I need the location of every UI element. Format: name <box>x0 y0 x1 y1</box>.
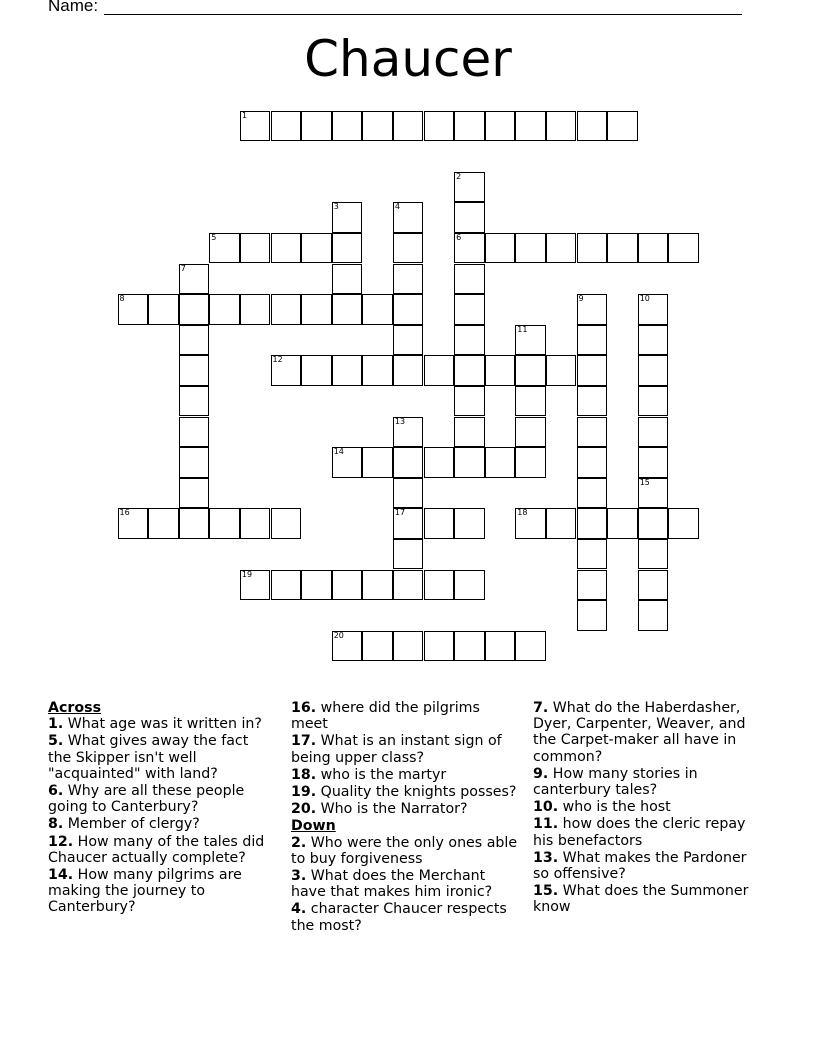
clue-number: 1. <box>48 716 64 733</box>
clue-number-label: 15 <box>639 477 650 487</box>
grid-cell[interactable] <box>577 417 608 448</box>
clue-number: 12. <box>48 833 74 850</box>
clue-number: 3. <box>291 868 307 885</box>
clue-number-label: 5 <box>211 232 217 242</box>
clue-number: 7. <box>533 700 549 716</box>
clue-item <box>533 799 758 815</box>
grid-cell[interactable] <box>301 111 332 142</box>
grid-cell[interactable] <box>271 111 302 142</box>
clue-item <box>291 835 519 867</box>
grid-cell[interactable] <box>179 447 210 478</box>
clue-number-label: 16 <box>119 508 130 518</box>
grid-cell[interactable] <box>515 325 546 356</box>
grid-cell[interactable] <box>454 417 485 448</box>
grid-cell[interactable] <box>362 294 393 325</box>
clue-number-label: 13 <box>394 416 406 426</box>
clue-number: 11. <box>533 816 559 833</box>
grid-cell[interactable] <box>638 417 669 448</box>
grid-cell[interactable] <box>393 111 424 142</box>
grid-cell[interactable] <box>515 386 546 417</box>
grid-cell[interactable] <box>301 355 332 386</box>
grid-cell[interactable] <box>577 386 608 417</box>
clue-item <box>291 784 519 800</box>
grid-cell[interactable] <box>638 294 669 325</box>
grid-cell[interactable] <box>638 478 669 509</box>
grid-cell[interactable] <box>393 202 424 233</box>
clue-item <box>48 816 273 832</box>
clue-item <box>291 868 519 900</box>
grid-cell[interactable] <box>209 294 240 325</box>
grid-cell[interactable] <box>332 631 363 662</box>
grid-cell[interactable] <box>454 202 485 233</box>
grid-cell[interactable] <box>454 294 485 325</box>
grid-cell[interactable] <box>240 294 271 325</box>
grid-cell[interactable] <box>515 111 546 142</box>
grid-cell[interactable] <box>179 417 210 448</box>
clue-number-label: 14 <box>333 447 344 457</box>
grid-cell[interactable] <box>454 386 485 417</box>
grid-cell[interactable] <box>546 508 577 539</box>
grid-cell[interactable] <box>454 325 485 356</box>
grid-cell[interactable] <box>485 355 516 386</box>
clue-number-label: 17 <box>394 508 406 518</box>
grid-cell[interactable] <box>515 508 546 539</box>
grid-cell[interactable] <box>393 264 424 295</box>
grid-cell[interactable] <box>179 325 210 356</box>
grid-cell[interactable] <box>393 325 424 356</box>
grid-cell[interactable] <box>454 631 485 662</box>
grid-cell[interactable] <box>424 570 455 601</box>
grid-cell[interactable] <box>454 355 485 386</box>
grid-cell[interactable] <box>546 233 577 264</box>
grid-cell[interactable] <box>148 508 179 539</box>
clue-text: where did the pilgrims meet <box>291 700 480 733</box>
grid-cell[interactable] <box>485 631 516 662</box>
grid-cell[interactable] <box>668 233 699 264</box>
grid-cell[interactable] <box>515 355 546 386</box>
grid-cell[interactable] <box>209 233 240 264</box>
clue-number-label: 2 <box>456 171 462 181</box>
clue-text: What makes the Pardoner so offensive? <box>533 849 747 883</box>
clue-number: 17. <box>291 733 317 750</box>
grid-cell[interactable] <box>546 111 577 142</box>
clue-number: 6. <box>48 783 64 800</box>
grid-cell[interactable] <box>393 508 424 539</box>
grid-cell[interactable] <box>515 233 546 264</box>
grid-cell[interactable] <box>362 355 393 386</box>
grid-cell[interactable] <box>393 570 424 601</box>
grid-cell[interactable] <box>577 478 608 509</box>
clue-item <box>291 733 519 765</box>
clue-number: 18. <box>291 766 317 783</box>
grid-cell[interactable] <box>179 478 210 509</box>
clue-text: how does the cleric repay his benefactors <box>533 816 746 849</box>
clue-number-label: 20 <box>333 630 344 640</box>
grid-cell[interactable] <box>179 294 210 325</box>
grid-cell[interactable] <box>638 508 669 539</box>
clue-text: How many of the tales did Chaucer actually complete? <box>48 833 265 866</box>
clue-text: What do the Haberdasher, Dyer, Carpenter, Weaver, and the Carpet-maker all have in common? <box>533 700 746 765</box>
clue-text: How many stories in canterbury tales? <box>533 765 698 799</box>
grid-cell[interactable] <box>515 417 546 448</box>
grid-cell[interactable] <box>332 355 363 386</box>
clue-number: 4. <box>291 901 307 918</box>
clue-item <box>48 834 273 866</box>
grid-cell[interactable] <box>638 447 669 478</box>
grid-cell[interactable] <box>332 111 363 142</box>
clue-number: 15. <box>533 883 559 900</box>
clue-number-label: 6 <box>456 232 462 242</box>
clue-number: 13. <box>533 849 559 866</box>
grid-cell[interactable] <box>485 447 516 478</box>
grid-cell[interactable] <box>454 570 485 601</box>
grid-cell[interactable] <box>607 508 638 539</box>
grid-cell[interactable] <box>301 294 332 325</box>
clue-number-label: 11 <box>517 324 528 334</box>
clue-text: What age was it written in? <box>63 716 262 733</box>
clue-number-label: 12 <box>272 355 283 365</box>
grid-cell[interactable] <box>362 570 393 601</box>
clue-text: who is the host <box>558 799 671 816</box>
clue-item <box>533 816 758 848</box>
grid-cell[interactable] <box>424 355 455 386</box>
clue-number-label: 18 <box>517 508 528 518</box>
clue-number: 20. <box>291 801 317 818</box>
grid-cell[interactable] <box>148 294 179 325</box>
grid-cell[interactable] <box>332 294 363 325</box>
grid-cell[interactable] <box>362 111 393 142</box>
clue-number-label: 3 <box>333 202 339 212</box>
grid-cell[interactable] <box>577 325 608 356</box>
grid-cell[interactable] <box>271 508 302 539</box>
clue-number-label: 1 <box>241 110 247 120</box>
name-label: Name: <box>48 0 99 15</box>
grid-cell[interactable] <box>362 631 393 662</box>
clue-item <box>291 901 519 933</box>
grid-cell[interactable] <box>393 355 424 386</box>
clue-number: 8. <box>48 816 64 833</box>
clue-item <box>48 783 273 815</box>
grid-cell[interactable] <box>240 508 271 539</box>
grid-cell[interactable] <box>271 355 302 386</box>
clue-text: who is the martyr <box>316 766 447 783</box>
grid-cell[interactable] <box>638 325 669 356</box>
grid-cell[interactable] <box>179 508 210 539</box>
clue-number: 16. <box>291 700 317 716</box>
grid-cell[interactable] <box>638 233 669 264</box>
grid-cell[interactable] <box>424 447 455 478</box>
grid-cell[interactable] <box>577 294 608 325</box>
clue-item <box>48 733 273 782</box>
clue-text: How many pilgrims are making the journey to Canterbury? <box>48 867 242 916</box>
grid-cell[interactable] <box>271 233 302 264</box>
grid-cell[interactable] <box>332 233 363 264</box>
clue-text: Who were the only ones able to buy forgiveness <box>291 834 518 867</box>
clue-number: 14. <box>48 867 74 884</box>
grid-cell[interactable] <box>332 202 363 233</box>
grid-cell[interactable] <box>577 600 608 631</box>
grid-cell[interactable] <box>240 570 271 601</box>
grid-cell[interactable] <box>179 264 210 295</box>
grid-cell[interactable] <box>577 539 608 570</box>
grid-cell[interactable] <box>515 447 546 478</box>
clue-number-label: 4 <box>394 202 400 212</box>
clue-number-label: 10 <box>639 294 650 304</box>
grid-cell[interactable] <box>638 600 669 631</box>
grid-cell[interactable] <box>638 539 669 570</box>
clue-number-label: 7 <box>180 263 186 273</box>
grid-cell[interactable] <box>668 508 699 539</box>
clue-item <box>48 867 273 916</box>
grid-cell[interactable] <box>607 233 638 264</box>
clue-number: 9. <box>533 765 549 782</box>
clue-item <box>291 767 519 783</box>
grid-cell[interactable] <box>577 233 608 264</box>
grid-cell[interactable] <box>393 631 424 662</box>
clue-number-label: 8 <box>119 294 125 304</box>
grid-cell[interactable] <box>638 570 669 601</box>
clues-column-1 <box>48 700 273 917</box>
grid-cell[interactable] <box>485 233 516 264</box>
clue-number-label: 19 <box>241 569 253 579</box>
grid-cell[interactable] <box>454 447 485 478</box>
grid-cell[interactable] <box>424 508 455 539</box>
grid-cell[interactable] <box>393 294 424 325</box>
clue-text: What gives away the fact the Skipper isn't well "acquainted" with land? <box>48 733 249 782</box>
grid-cell[interactable] <box>577 111 608 142</box>
grid-cell[interactable] <box>332 447 363 478</box>
clue-number: 5. <box>48 733 64 750</box>
grid-cell[interactable] <box>393 478 424 509</box>
grid-cell[interactable] <box>209 508 240 539</box>
grid-cell[interactable] <box>638 355 669 386</box>
clue-number: 10. <box>533 799 559 816</box>
clue-item <box>48 716 273 732</box>
grid-cell[interactable] <box>638 386 669 417</box>
grid-cell[interactable] <box>485 111 516 142</box>
grid-cell[interactable] <box>454 172 485 203</box>
grid-cell[interactable] <box>515 631 546 662</box>
clue-item <box>291 700 519 732</box>
clue-item <box>533 700 758 765</box>
down-heading: Down <box>291 818 336 835</box>
grid-cell[interactable] <box>179 355 210 386</box>
grid-cell[interactable] <box>240 111 271 142</box>
grid-cell[interactable] <box>454 264 485 295</box>
grid-cell[interactable] <box>546 355 577 386</box>
grid-cell[interactable] <box>393 233 424 264</box>
grid-cell[interactable] <box>393 447 424 478</box>
grid-cell[interactable] <box>577 355 608 386</box>
clue-number: 2. <box>291 834 307 851</box>
grid-cell[interactable] <box>577 447 608 478</box>
grid-cell[interactable] <box>271 294 302 325</box>
clue-item <box>533 883 758 915</box>
clue-item <box>533 850 758 882</box>
clue-item <box>291 801 519 817</box>
grid-cell[interactable] <box>118 294 149 325</box>
clue-text: Who is the Narrator? <box>316 801 468 818</box>
grid-cell[interactable] <box>454 233 485 264</box>
grid-cell[interactable] <box>179 386 210 417</box>
clue-text: Why are all these people going to Canterbury? <box>48 783 245 816</box>
clues-column-2 <box>291 700 519 935</box>
clue-text: Member of clergy? <box>63 816 200 833</box>
grid-cell[interactable] <box>393 539 424 570</box>
grid-cell[interactable] <box>577 508 608 539</box>
grid-cell[interactable] <box>240 233 271 264</box>
clue-text: What is an instant sign of being upper class? <box>291 733 502 766</box>
clues-column-3 <box>533 700 758 917</box>
across-heading: Across <box>48 700 102 716</box>
grid-cell[interactable] <box>118 508 149 539</box>
grid-cell[interactable] <box>454 111 485 142</box>
grid-cell[interactable] <box>332 570 363 601</box>
page-title: Chaucer <box>304 30 512 88</box>
grid-cell[interactable] <box>393 417 424 448</box>
grid-cell[interactable] <box>271 570 302 601</box>
clue-text: What does the Summoner know <box>533 883 749 916</box>
clue-number-label: 9 <box>578 294 584 304</box>
grid-cell[interactable] <box>454 508 485 539</box>
clue-text: What does the Merchant have that makes him ironic? <box>291 868 493 901</box>
grid-cell[interactable] <box>424 631 455 662</box>
grid-cell[interactable] <box>332 264 363 295</box>
clue-item <box>533 766 758 798</box>
grid-cell[interactable] <box>607 111 638 142</box>
clue-text: character Chaucer respects the most? <box>291 901 507 934</box>
grid-cell[interactable] <box>362 447 393 478</box>
clue-text: Quality the knights posses? <box>316 784 517 801</box>
grid-cell[interactable] <box>301 570 332 601</box>
grid-cell[interactable] <box>577 570 608 601</box>
grid-cell[interactable] <box>424 111 455 142</box>
grid-cell[interactable] <box>301 233 332 264</box>
clue-number: 19. <box>291 784 317 801</box>
